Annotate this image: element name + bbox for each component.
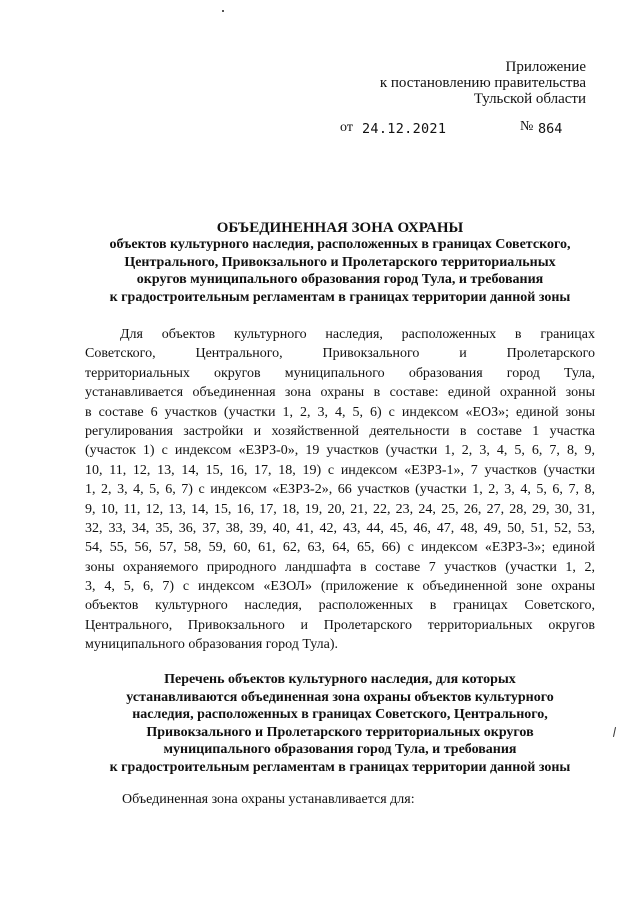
body-line: (участок 1) с индексом «ЕЗРЗ-0», 19 участков (участки 1, 2, 3, 4, 5, 6, 7, 8, 9, (85, 443, 595, 459)
list-heading-line: Перечень объектов культурного наследия, для которых (164, 672, 516, 687)
decree-number: 864 (538, 121, 563, 137)
date-prefix: от (340, 120, 353, 135)
appendix-line: к постановлению правительства (379, 75, 586, 91)
subtitle-line: Центрального, Привокзального и Пролетарского территориальных (124, 254, 556, 270)
body-line: регулирования застройки и хозяйственной деятельности в составе 1 участка (85, 423, 595, 439)
scan-speck (222, 10, 224, 12)
subtitle-line: округов муниципального образования город Тула, и требования (136, 272, 544, 287)
list-heading-line: Привокзального и Пролетарского территориальных округов (146, 724, 534, 740)
appendix-header (330, 59, 586, 107)
decree-date: 24.12.2021 (362, 121, 447, 137)
body-line: устанавливается объединенная зона охраны в составе: единой охранной зоны (85, 385, 595, 401)
body-line: 3, 4, 5, 6, 7) с индексом «ЕЗОЛ» (приложение к объединенной зоне охраны (85, 579, 595, 595)
body-line: 9, 10, 11, 12, 13, 14, 15, 16, 17, 18, 19, 20, 21, 22, 23, 24, 25, 26, 27, 28, 29, 30, 31, (85, 501, 595, 517)
body-line: 10, 11, 12, 13, 14, 15, 16, 17, 18, 19) с индексом «ЕЗРЗ-1», 7 участков (участки (85, 462, 595, 478)
body-line: территориальных округов муниципального образования город Тула, (85, 365, 595, 381)
body-line: муниципального образования город Тула). (85, 637, 338, 653)
list-heading-line: устанавливаются объединенная зона охраны объектов культурного (126, 689, 554, 705)
appendix-line: Приложение (505, 59, 586, 75)
body-line: в составе 6 участков (участки 1, 2, 3, 4, 5, 6) с индексом «ЕОЗ»; единой зоны (85, 404, 595, 420)
body-line: зоны охраняемого природного ландшафта в составе 7 участков (участки 1, 2, (85, 559, 595, 575)
appendix-line: Тульской области (473, 91, 586, 107)
body-line: 1, 2, 3, 4, 5, 6, 7) с индексом «ЕЗРЗ-2», 66 участков (участки 1, 2, 3, 4, 5, 6, 7, 8, (85, 482, 595, 498)
body-paragraph (85, 325, 595, 655)
document-subtitle (70, 236, 610, 306)
body-line: Для объектов культурного наследия, расположенных в границах (120, 327, 595, 342)
closing-line: Объединенная зона охраны устанавливается для: (122, 792, 415, 807)
margin-mark (613, 727, 616, 737)
list-heading-line: муниципального образования город Тула, и требования (163, 742, 517, 757)
body-line: объектов культурного наследия, расположенных в границах Советского, (85, 598, 595, 614)
list-heading (70, 671, 610, 776)
subtitle-line: объектов культурного наследия, расположенных в границах Советского, (109, 237, 571, 252)
list-heading-line: к градостроительным регламентам в границах территории данной зоны (109, 759, 571, 775)
subtitle-line: к градостроительным регламентам в границах территории данной зоны (109, 289, 571, 305)
body-line: Советского, Центрального, Привокзального и Пролетарского (85, 346, 595, 362)
body-line: 54, 55, 56, 57, 58, 59, 60, 61, 62, 63, 64, 65, 66) с индексом «ЕЗРЗ-3»; единой (85, 540, 595, 556)
body-line: 32, 33, 34, 35, 36, 37, 38, 39, 40, 41, 42, 43, 44, 45, 46, 47, 48, 49, 50, 51, 52, 53, (85, 520, 595, 536)
number-sign: № (520, 119, 534, 134)
list-heading-line: наследия, расположенных в границах Советского, Центрального, (132, 707, 548, 722)
body-line: Центрального, Привокзального и Пролетарского территориальных округов (85, 617, 595, 633)
document-title: ОБЪЕДИНЕННАЯ ЗОНА ОХРАНЫ (216, 220, 464, 236)
